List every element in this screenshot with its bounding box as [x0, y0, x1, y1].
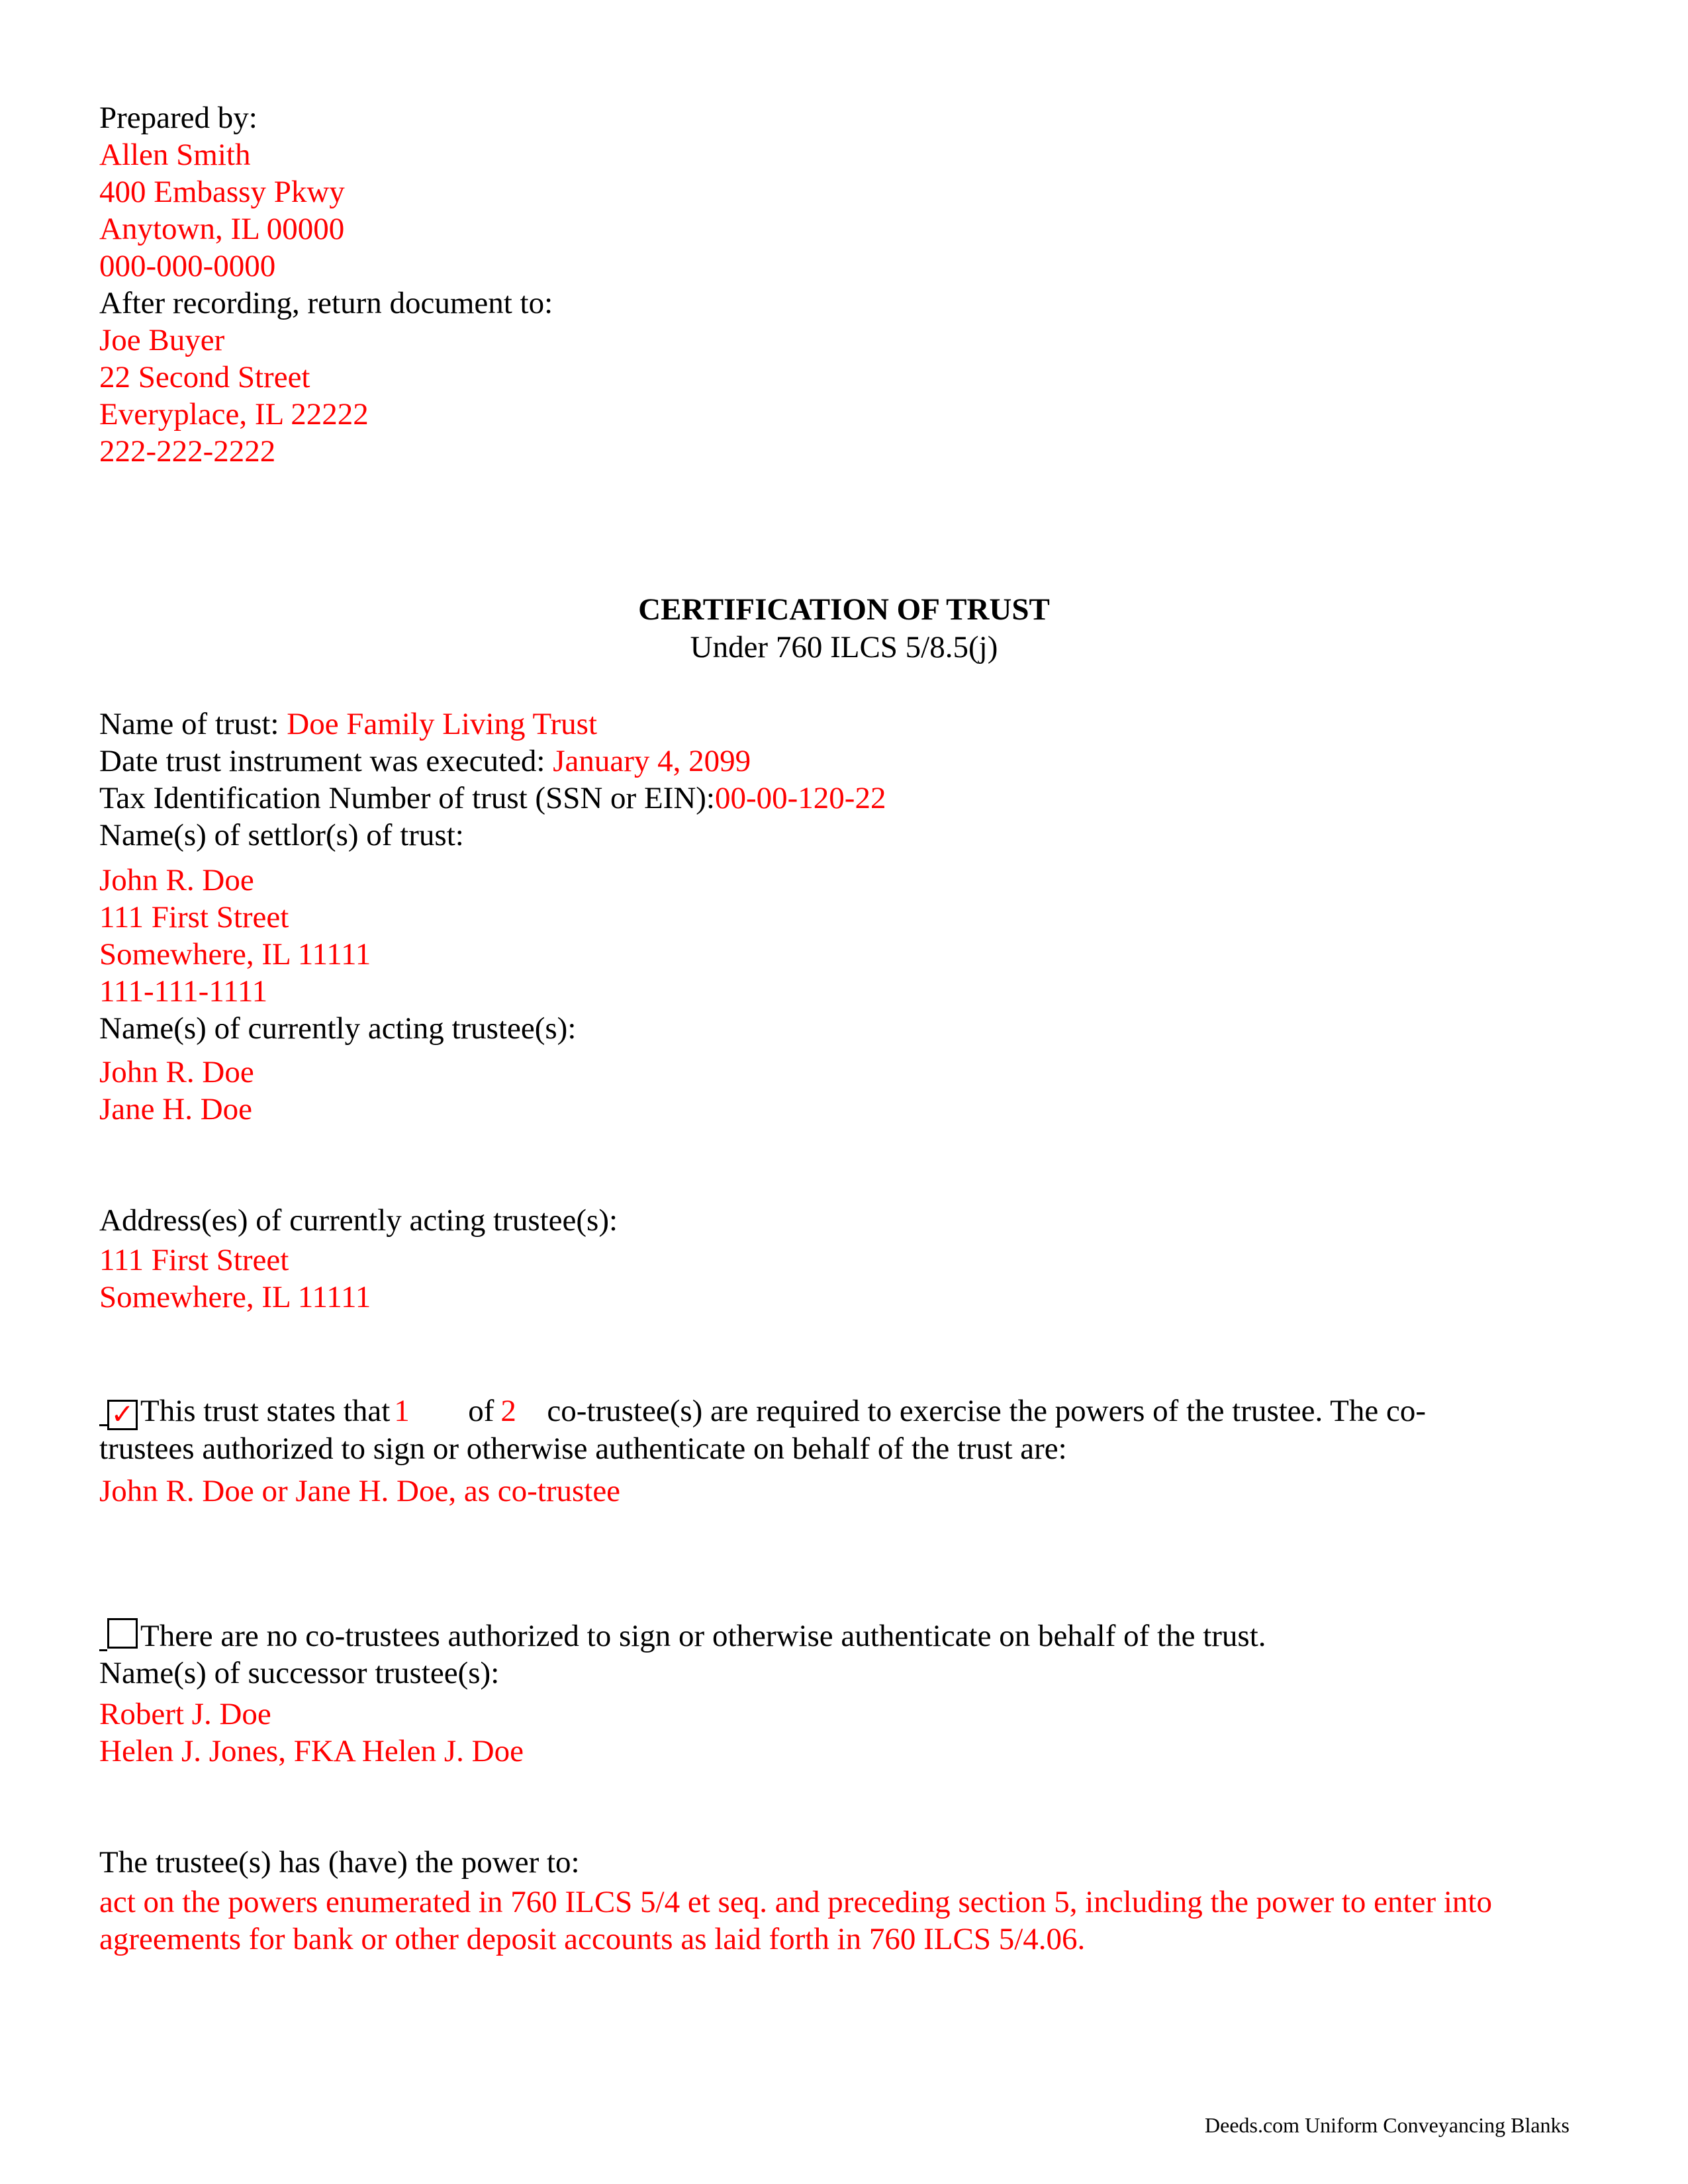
successors-label: Name(s) of successor trustee(s):	[99, 1656, 500, 1690]
powers-block	[99, 1844, 1589, 1958]
trustee-1: John R. Doe	[99, 1055, 254, 1089]
return-phone: 222-222-2222	[99, 434, 276, 469]
preparer-label: Prepared by:	[99, 101, 258, 135]
checkbox-underline-2	[99, 1620, 107, 1651]
trustee-2: Jane H. Doe	[99, 1092, 253, 1126]
cotrustee-checkbox[interactable]	[107, 1400, 138, 1430]
document-subtitle: Under 760 ILCS 5/8.5(j)	[690, 630, 998, 664]
preparer-city: Anytown, IL 00000	[99, 212, 345, 246]
cotrustee-text-a: This trust states that	[140, 1394, 391, 1428]
settlor-street: 111 First Street	[99, 900, 289, 934]
trust-name-line	[99, 705, 1589, 743]
settlor-name: John R. Doe	[99, 863, 254, 897]
no-cotrustee-text: There are no co-trustees authorized to sign or otherwise authenticate on behalf of the trust.	[140, 1619, 1266, 1653]
return-to-label: After recording, return document to:	[99, 286, 553, 320]
trustee-address-label: Address(es) of currently acting trustee(s):	[99, 1203, 618, 1238]
settlors-label: Name(s) of settlor(s) of trust:	[99, 818, 464, 852]
trust-tax-value: 00-00-120-22	[714, 781, 886, 815]
trust-date-label: Date trust instrument was executed:	[99, 744, 545, 778]
trustee-address-block	[99, 1202, 1589, 1316]
trust-name-value: Doe Family Living Trust	[287, 707, 598, 741]
cotrustee-line-2: trustees authorized to sign or otherwise authenticate on behalf of the trust are:	[99, 1432, 1067, 1466]
checkbox-underline	[99, 1395, 107, 1426]
return-city: Everyplace, IL 22222	[99, 397, 369, 432]
return-name: Joe Buyer	[99, 323, 225, 357]
trust-info	[99, 705, 1589, 854]
cotrustee-option	[99, 1392, 1589, 1510]
cotrustee-text-b: of	[468, 1394, 494, 1428]
trust-tax-line	[99, 780, 1589, 817]
cotrustee-required: 1	[394, 1394, 410, 1428]
trustee-address-city: Somewhere, IL 11111	[99, 1280, 371, 1314]
cotrustee-text-c: co-trustee(s) are required to exercise the powers of the trustee. The co-	[547, 1394, 1427, 1428]
footer-text: Deeds.com Uniform Conveyancing Blanks	[1205, 2113, 1570, 2137]
cotrustee-signers: John R. Doe or Jane H. Doe, as co-trustee	[99, 1474, 621, 1508]
trust-name-label: Name of trust:	[99, 707, 279, 741]
trust-tax-label: Tax Identification Number of trust (SSN or EIN):	[99, 781, 715, 815]
powers-text: act on the powers enumerated in 760 ILCS 5/4 et seq. and preceding section 5, including the power to enter into agreements for bank or other deposit accounts as laid forth in 760 ILCS 5/4.06.	[99, 1885, 1492, 1956]
no-cotrustee-checkbox[interactable]	[107, 1618, 138, 1649]
trust-date-value: January 4, 2099	[553, 744, 751, 778]
document-title: CERTIFICATION OF TRUST	[638, 592, 1050, 627]
trust-date-line	[99, 743, 1589, 780]
preparer-phone: 000-000-0000	[99, 249, 276, 283]
cotrustee-total: 2	[500, 1394, 516, 1428]
preparer-street: 400 Embassy Pkwy	[99, 175, 345, 209]
settlor-city: Somewhere, IL 11111	[99, 937, 371, 972]
check-mark-icon: ✓	[111, 1400, 134, 1430]
no-cotrustee-option	[99, 1617, 1589, 1770]
trustees-block	[99, 1054, 1589, 1128]
trustee-address-street: 111 First Street	[99, 1243, 289, 1277]
preparer-block	[99, 99, 1589, 470]
settlor-phone: 111-111-1111	[99, 974, 268, 1009]
trustees-label: Name(s) of currently acting trustee(s):	[99, 1011, 577, 1046]
settlor-block	[99, 862, 1589, 1047]
powers-label: The trustee(s) has (have) the power to:	[99, 1845, 580, 1880]
preparer-name: Allen Smith	[99, 138, 251, 172]
no-cotrustee-line	[99, 1617, 1589, 1655]
return-street: 22 Second Street	[99, 360, 310, 394]
successor-2: Helen J. Jones, FKA Helen J. Doe	[99, 1734, 524, 1768]
cotrustee-line-1	[99, 1392, 1589, 1430]
successor-1: Robert J. Doe	[99, 1697, 271, 1731]
